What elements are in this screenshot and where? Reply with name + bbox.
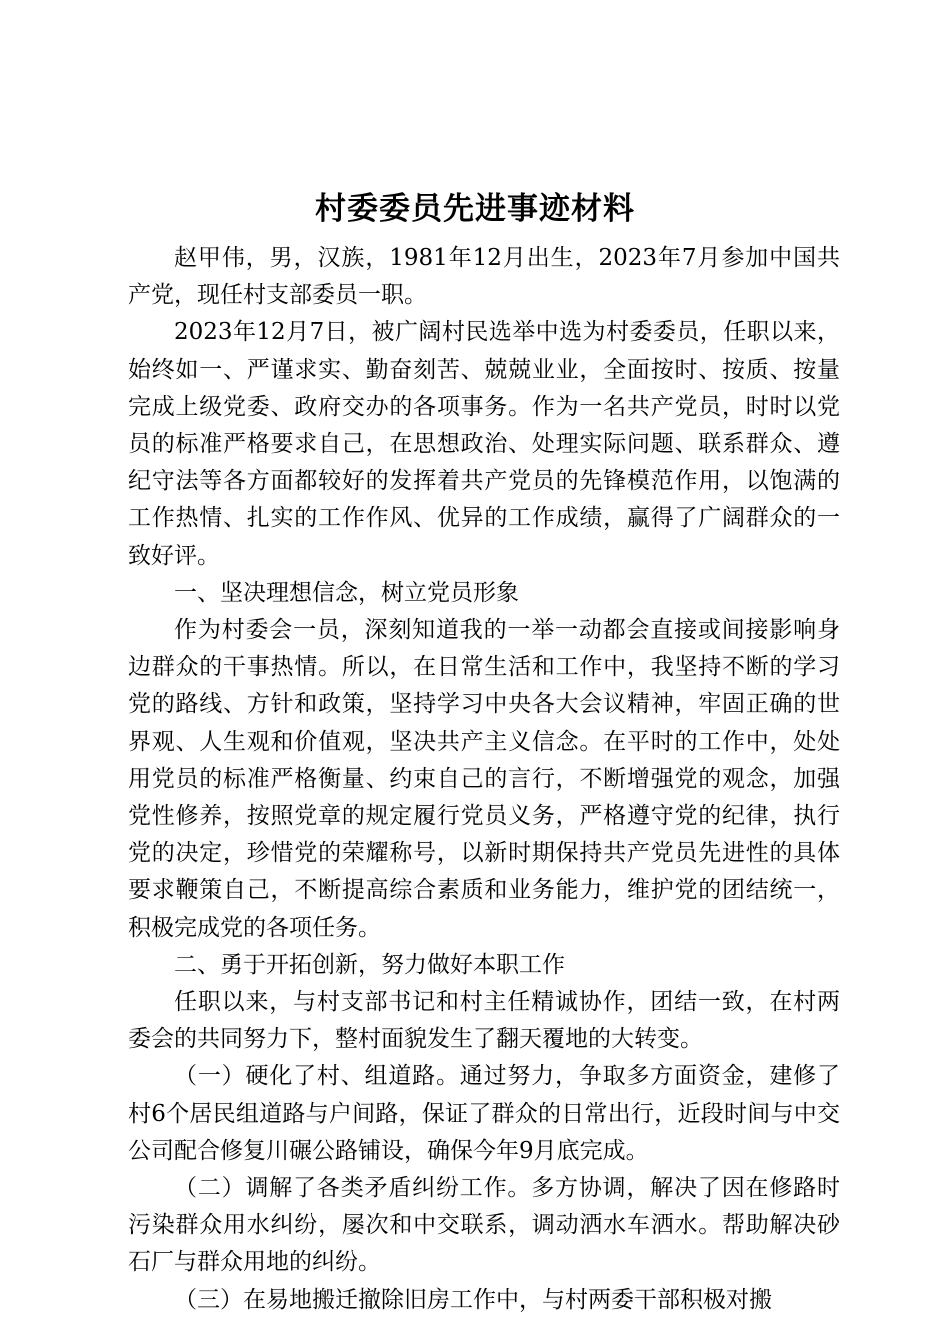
document-title: 村委委员先进事迹材料 bbox=[315, 191, 635, 227]
paragraph-election: 2023年12月7日，被广阔村民选举中选为村委委员，任职以来，始终如一、严谨求实、勤奋刻苦、兢兢业业，全面按时、按质、按量完成上级党委、政府交办的各项事务。作为一名共产党员，时时以党员的标准严格要求自己，在思想政治、处理实际问题、联系群众、遵纪守法等各方面都较好的发挥着共产党员的先锋模范作用，以饱满的工作热情、扎实的工作作风、优异的工作成绩，赢得了广阔群众的一致好评。 bbox=[128, 319, 840, 569]
paragraph-section-1: 作为村委会一员，深刻知道我的一举一动都会直接或间接影响身边群众的干事热情。所以，在日常生活和工作中，我坚持不断的学习党的路线、方针和政策，坚持学习中央各大会议精神，牢固正确的世界观、人生观和价值观，坚决共产主义信念。在平时的工作中，处处用党员的标准严格衡量、约束自己的言行，不断增强党的观念，加强党性修养，按照党章的规定履行党员义务，严格遵守党的纪律，执行党的决定，珍惜党的荣耀称号，以新时期保持共产党员先进性的具体要求鞭策自己，不断提高综合素质和业务能力，维护党的团结统一，积极完成党的各项任务。 bbox=[128, 617, 840, 941]
paragraph-intro: 赵甲伟，男，汉族，1981年12月出生，2023年7月参加中国共产党，现任村支部委员一职。 bbox=[128, 245, 840, 309]
paragraph-item-2: （二）调解了各类矛盾纠纷工作。多方协调，解决了因在修路时污染群众用水纠纷，屡次和中交联系，调动洒水车洒水。帮助解决砂石厂与群众用地的纠纷。 bbox=[128, 1175, 840, 1276]
section-heading-2: 二、勇于开拓创新，努力做好本职工作 bbox=[174, 951, 565, 978]
paragraph-item-1: （一）硬化了村、组道路。通过努力，争取多方面资金，建修了村6个居民组道路与户间路，保证了群众的日常出行，近段时间与中交公司配合修复川碾公路铺设，确保今年9月底完成。 bbox=[128, 1063, 840, 1164]
section-heading-1: 一、坚决理想信念，树立党员形象 bbox=[174, 579, 519, 606]
paragraph-section-2: 任职以来，与村支部书记和村主任精诚协作，团结一致，在村两委会的共同努力下，整村面貌发生了翻天覆地的大转变。 bbox=[128, 989, 840, 1053]
document-body bbox=[128, 240, 840, 1319]
paragraph-item-3: （三）在易地搬迁撤除旧房工作中，与村两委干部积极对搬 bbox=[174, 1286, 772, 1313]
